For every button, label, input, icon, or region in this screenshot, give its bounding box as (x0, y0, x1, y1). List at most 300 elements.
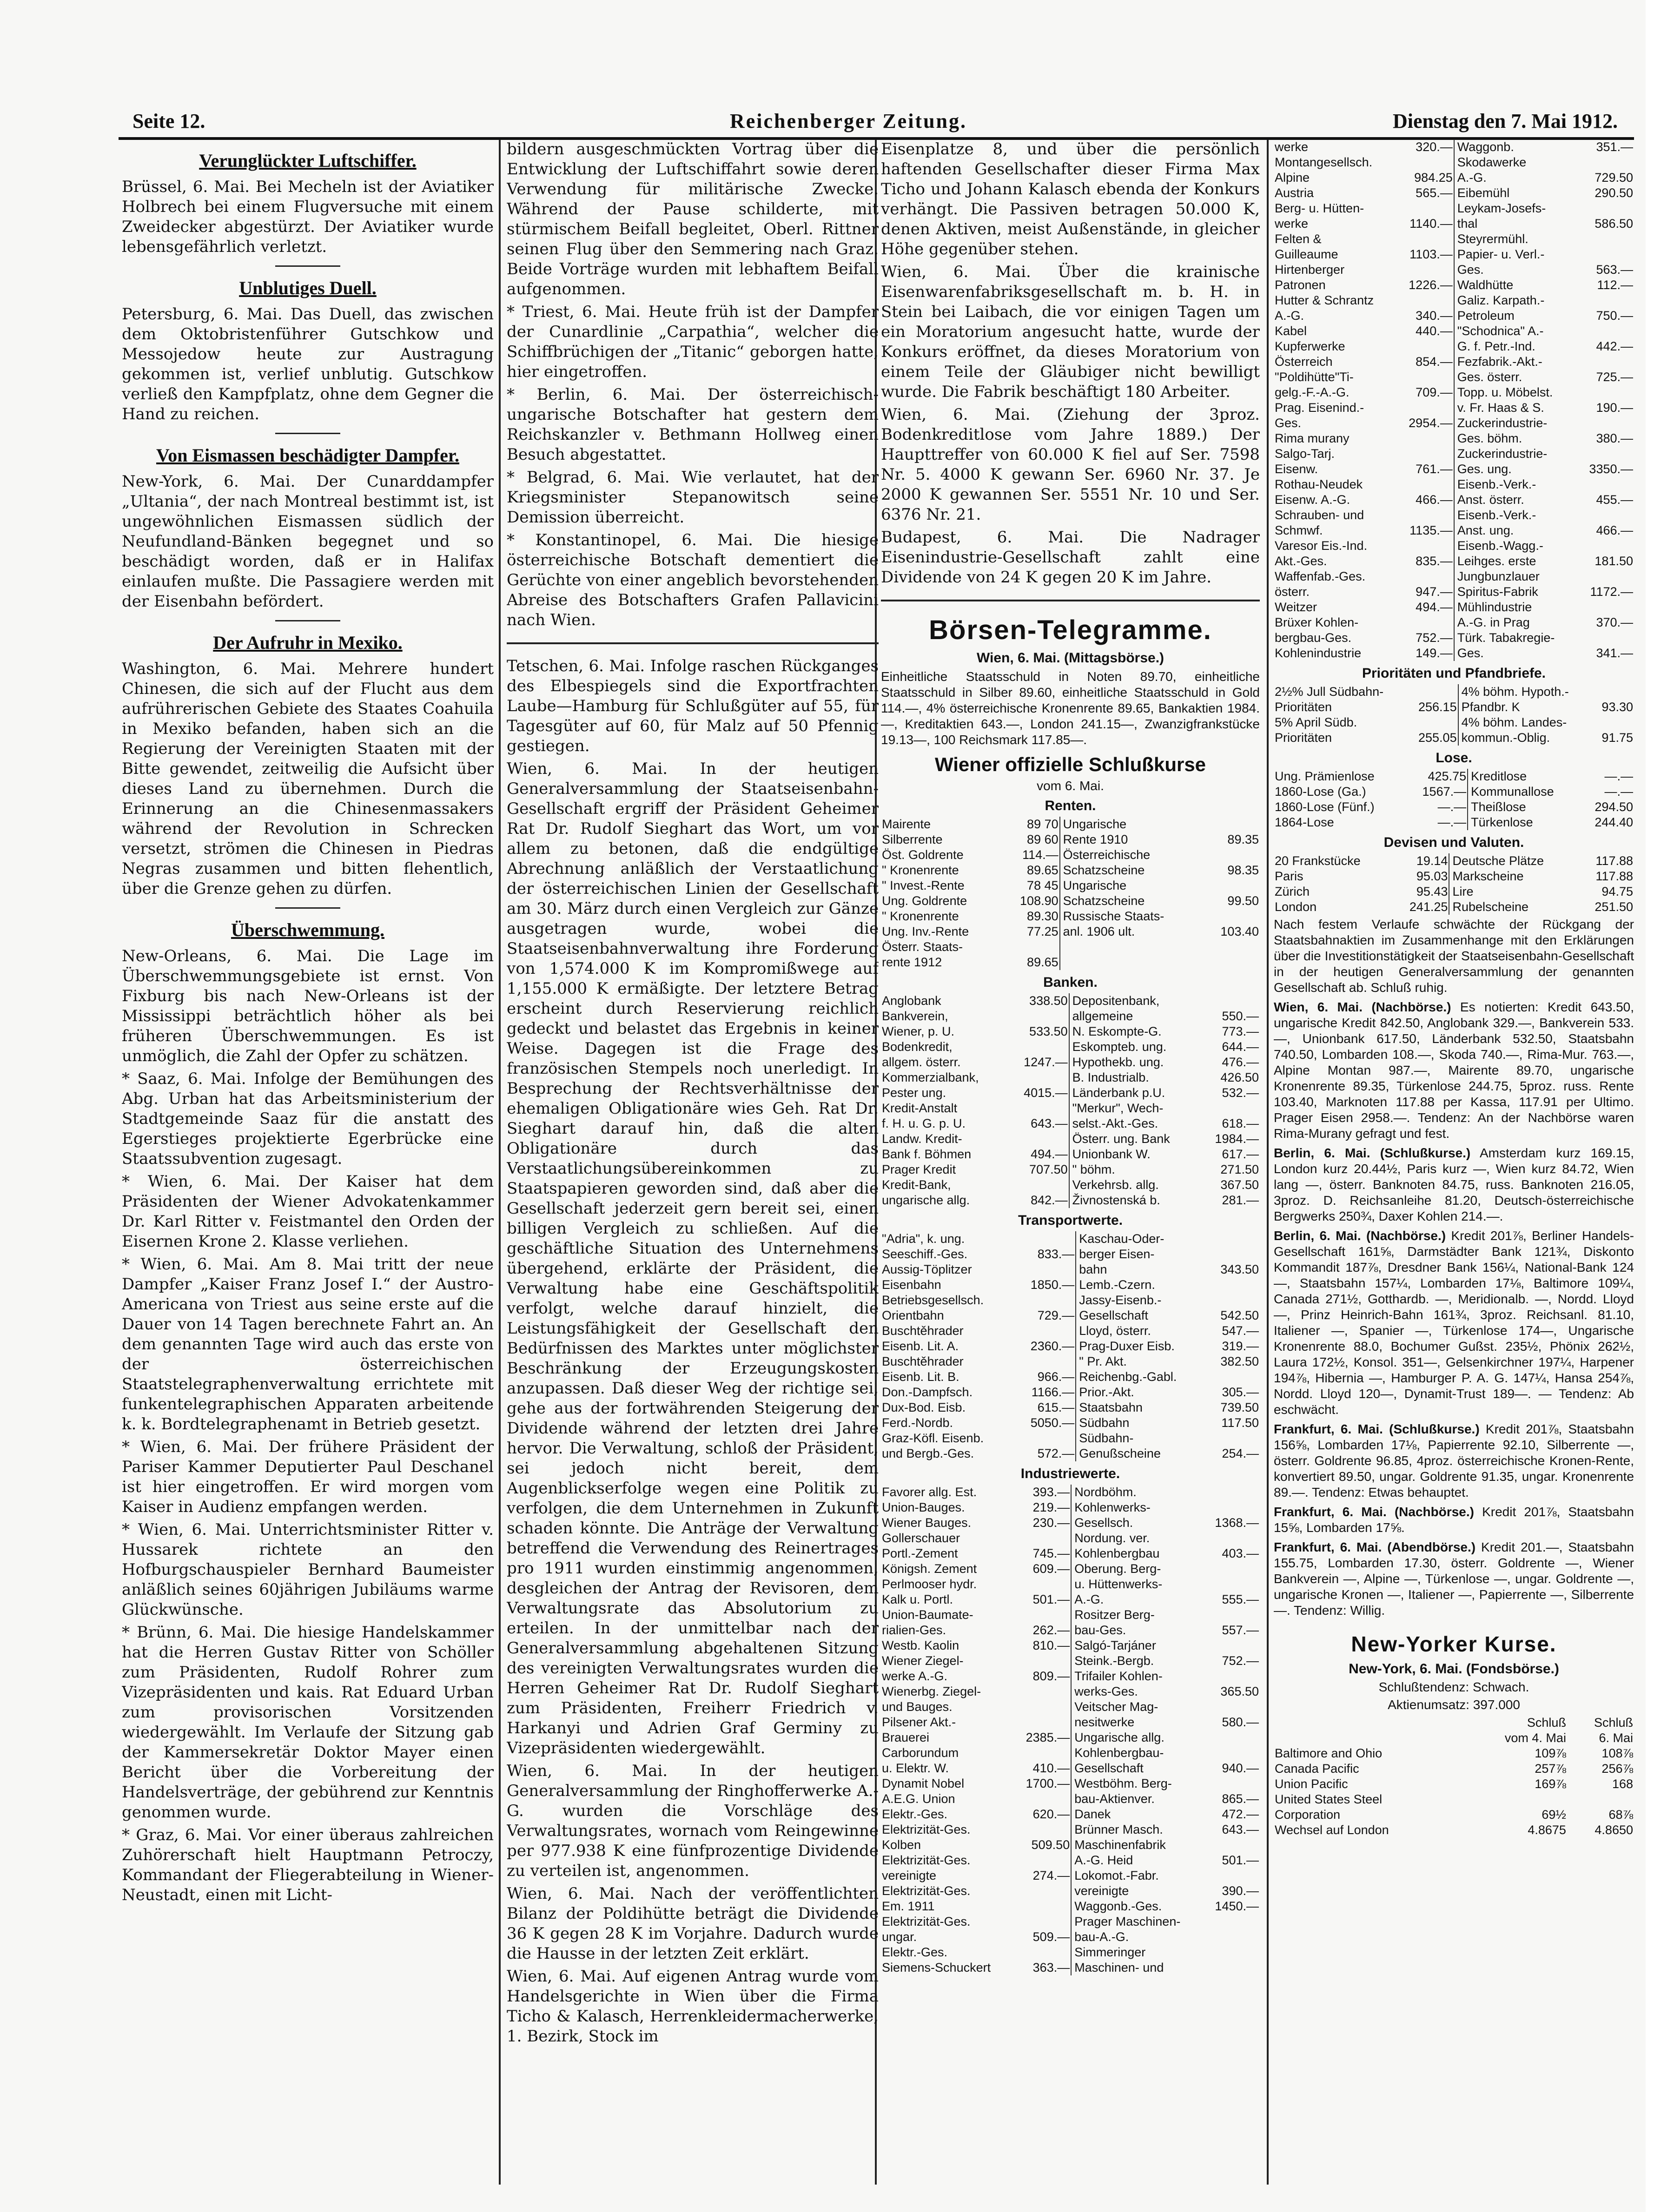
quote-value: 1567.— (1422, 785, 1467, 799)
quote-name: Perlmooser hydr. (882, 1577, 977, 1591)
quote-value (1015, 1822, 1072, 1837)
quote-value (1204, 1868, 1260, 1883)
quote-value: 810.— (1032, 1638, 1070, 1652)
quote-value: 620.— (1032, 1807, 1070, 1821)
ny-col-date: vom 4. Mai (1504, 1731, 1566, 1745)
quote-row (1274, 853, 1634, 869)
quote-value (1009, 1177, 1069, 1193)
quote-value (1204, 1577, 1260, 1592)
schlusskurse-date: vom 6. Mai. (1037, 779, 1104, 793)
quote-name: werks-Ges. (1074, 1684, 1138, 1698)
quote-name: "Schodnica" A.- (1457, 324, 1544, 338)
quote-value: 1166.— (1031, 1385, 1075, 1399)
quote-value: 89 70 (1027, 817, 1059, 831)
quote-name: Canada Pacific (1275, 1762, 1359, 1776)
market-report: Nach festem Verlaufe schwächte der Rückgang der Staatsbahnaktien im Zusammenhange mit den Erklärungen über die Investitionstätigkeit der Staatseisenbahn-Gesellschaft in der heutigen Generalversammlung der genannten Gesellschaft ab. Schluß ruhig. (1274, 917, 1634, 995)
quote-name: Kommunallose (1471, 785, 1554, 799)
quote-name: vereinigte (1074, 1884, 1129, 1898)
quote-row (881, 1070, 1260, 1085)
quote-name: "Merkur", Wech- (1072, 1101, 1164, 1115)
quote-name (1062, 939, 1204, 955)
quote-name: Zuckerindustrie- (1457, 416, 1548, 430)
quote-name: Gesellschaft (1079, 1308, 1148, 1322)
quote-name: Leykam-Josefs- (1457, 201, 1546, 215)
prioritaeten-table (1274, 684, 1634, 746)
quote-value (1397, 400, 1454, 416)
quote-value (1578, 293, 1634, 308)
quote-value (1204, 1699, 1260, 1715)
quote-value: 190.— (1596, 401, 1633, 415)
quote-name: berger Eisen- (1079, 1247, 1155, 1261)
quote-name: N. Eskompte-G. (1072, 1024, 1162, 1038)
quote-name: Schatzscheine (1063, 863, 1145, 877)
section-rule (507, 642, 879, 644)
quote-name: Depositenbank, (1072, 994, 1160, 1008)
quote-value (1207, 1247, 1260, 1262)
quote-value: —.— (1604, 769, 1633, 783)
quote-name: Rima murany (1275, 431, 1350, 445)
quote-value (1397, 508, 1454, 523)
quote-value: 729.50 (1595, 171, 1633, 185)
newyork-schluss: Schlußtendenz: Schwach. (1378, 1680, 1529, 1694)
quote-name: Österreichische (1063, 848, 1151, 862)
quote-row (1274, 492, 1634, 508)
quote-name: Buschtěhrader (882, 1324, 964, 1338)
quote-name: Staatsbahn (1079, 1400, 1143, 1414)
quote-value: 117.88 (1595, 869, 1633, 883)
article (122, 150, 494, 257)
quote-name: "Adria", k. ung. (882, 1232, 965, 1246)
quote-value: 494.— (1031, 1147, 1068, 1161)
quote-name: Aussig-Töplitzer (882, 1262, 972, 1276)
quote-name: Favorer allg. Est. (882, 1485, 977, 1499)
quote-value (1578, 324, 1634, 339)
quote-name: Kabel (1275, 324, 1307, 338)
quote-row (1274, 155, 1634, 170)
quote-row (881, 1116, 1260, 1131)
quote-row (881, 1822, 1260, 1837)
quote-row (1274, 185, 1634, 201)
quote-name: Österr. Staats- (882, 940, 963, 954)
quote-name: Westböhm. Berg- (1074, 1776, 1172, 1790)
article-separator (275, 265, 340, 267)
quote-name: 2½% Jull Südbahn- (1275, 685, 1384, 699)
quote-name: Eisenbahn (882, 1278, 941, 1292)
quote-name: Kohlenbergbau (1074, 1546, 1160, 1560)
quote-name: A.-G. in Prag (1457, 615, 1530, 629)
quote-name: Corporation (1275, 1808, 1341, 1822)
quote-name: 1860-Lose (Fünf.) (1275, 800, 1375, 814)
quote-value (1578, 231, 1634, 247)
renten-table (881, 817, 1260, 970)
article (122, 919, 494, 1905)
quote-name: allgemeine (1072, 1009, 1133, 1023)
quote-value (1204, 1945, 1260, 1960)
quote-row (881, 1431, 1260, 1446)
quote-name: A.-G. (1457, 171, 1487, 185)
quote-name: u. Elektr. W. (882, 1761, 949, 1775)
quote-name: bergbau-Ges. (1275, 631, 1352, 645)
quote-name: kommun.-Oblig. (1461, 731, 1550, 745)
quote-value: 1850.— (1030, 1278, 1075, 1292)
newspaper-title: Reichenberger Zeitung. (730, 110, 967, 132)
quote-value (1009, 1039, 1069, 1055)
quote-row (881, 1807, 1260, 1822)
quote-row (881, 1323, 1260, 1339)
quote-name: Elektrizität-Ges. (882, 1822, 971, 1836)
quote-value: 1247.— (1024, 1055, 1068, 1069)
quote-value (1009, 1101, 1069, 1116)
quote-name: Eisenb.-Verk.- (1457, 508, 1536, 522)
quote-value (1578, 600, 1634, 615)
quote-name: Steink.-Bergb. (1074, 1654, 1154, 1668)
quote-name: Unionbank W. (1072, 1147, 1151, 1161)
quote-name: Carborundum (882, 1746, 959, 1760)
quote-value: 466.— (1416, 493, 1453, 507)
quote-row (881, 1055, 1260, 1070)
quote-value (1015, 1531, 1072, 1546)
quote-value: 557.— (1222, 1623, 1259, 1637)
quote-value: 572.— (1037, 1446, 1075, 1460)
report-text: Kredit 201.—, Staatsbahn 155.75, Lombarden 17.30, österr. Goldrente —, Wiener Bankverein —, Alpine —, Türkenlose —, ungar. Goldrente —, ungarische Kronen —, Italiener —, Papierrente —, Silberrente —. Tendenz: Willig. (1274, 1540, 1634, 1618)
quote-row (881, 993, 1260, 1009)
quote-name: Anglobank (882, 994, 941, 1008)
quote-row (881, 1177, 1260, 1193)
quote-value: 19.14 (1416, 854, 1448, 868)
quote-value (1397, 569, 1454, 584)
quote-name: Nordung. ver. (1074, 1531, 1150, 1545)
quote-value: 4.8675 (1528, 1823, 1566, 1837)
quote-value: 95.03 (1416, 869, 1448, 883)
quote-value: 426.50 (1220, 1070, 1259, 1084)
quote-row (1274, 477, 1634, 492)
quote-name: Kreditlose (1471, 769, 1527, 783)
article-paragraph: Wien, 6. Mai. Über die krainische Eisenwarenfabriksgesellschaft m. b. H. in Stein bei Laibach, die vor einigen Tagen um ein Moratorium angesucht hatte, wurde der Konkurs eröffnet, da dieses Moratorium von einem Teile der Gläubiger nicht bewilligt wurde. Die Fabrik beschäftigt 180 Arbeiter. (881, 263, 1260, 401)
quote-row (881, 1577, 1260, 1592)
boersen-title: Börsen-Telegramme. (929, 615, 1212, 645)
quote-value: 319.— (1222, 1339, 1259, 1353)
quote-row (881, 832, 1260, 847)
quote-row (881, 1960, 1260, 1975)
quote-row (1274, 431, 1634, 446)
lose-table (1274, 769, 1634, 830)
quote-row (881, 1669, 1260, 1684)
quote-value: 494.— (1416, 600, 1453, 614)
quote-name: Austria (1275, 186, 1314, 200)
article-headline: Der Aufruhr in Mexiko. (213, 632, 403, 653)
quote-value: 93.30 (1601, 700, 1633, 714)
quote-row (881, 1024, 1260, 1039)
quote-name: Waffenfab.-Ges. (1275, 569, 1366, 583)
quote-value: 320.— (1416, 140, 1453, 154)
quote-name: Em. 1911 (882, 1899, 935, 1913)
quote-row (1274, 769, 1634, 784)
quote-name: Lokomot.-Fabr. (1074, 1869, 1159, 1882)
quote-value (1207, 1369, 1260, 1385)
quote-row (1274, 884, 1634, 899)
quote-value (1397, 201, 1454, 216)
quote-value: 509.50 (1031, 1838, 1070, 1852)
quote-value (1015, 1745, 1072, 1761)
quote-row (881, 1446, 1260, 1461)
article-paragraph: * Konstantinopel, 6. Mai. Die hiesige österreichische Botschaft dementiert die Gerüchte von einer angeblich bevorstehenden Abreise des Botschafters Grafen Pallavicini nach Wien. (507, 531, 879, 629)
quote-row (1274, 815, 1634, 830)
quote-value (1204, 1914, 1260, 1929)
quote-row (881, 1415, 1260, 1431)
quote-name: Prioritäten (1275, 731, 1332, 745)
quote-row (1274, 139, 1634, 155)
quote-name: Pilsener Akt.- (882, 1715, 956, 1729)
quote-value: 343.50 (1220, 1262, 1259, 1276)
quote-value (1016, 1431, 1076, 1446)
report-text: Es notierten: Kredit 643.50, ungarische Kredit 842.50, Anglobank 329.—, Bankverein 533.—, Unionbank 617.50, Länderbank 532.50, Staatsbahn 740.50, Lombarden 108.—, Skoda 740.—, Rima-Mur. 763.—, Alpine Montan 987.—, Mairente 89.70, ungarische Kronenrente 89.35, Türkenlose 244.75, 5proz. russ. Rente 103.40, Marknoten 117.88 per Kassa, 117.91 per Ultimo. Prager Eisen 2958.—. Tendenz: An der Nachbörse waren Rima-Murany gefragt und fest. (1274, 1000, 1634, 1141)
quote-row (1274, 293, 1634, 308)
quote-value: 466.— (1596, 523, 1633, 537)
quote-row (881, 939, 1260, 955)
article-paragraph: New-Orleans, 6. Mai. Die Lage im Überschwemmungsgebiete ist ernst. Von Fixburg bis nach New-Orleans ist der Mississippi beträchtlich höher als bei früheren Überschwemmungen. Es ist unmöglich, die Zahl der Opfer zu schätzen. (122, 947, 494, 1065)
quote-name: Brünner Masch. (1074, 1822, 1163, 1836)
article-paragraph: Petersburg, 6. Mai. Das Duell, das zwischen dem Oktobristenführer Gutschkow und Messojedow heute zur Austragung gekommen ist, verlief unblutig. Gutschkow verließ den Kampfplatz, ohne dem Gegner die Hand zu reichen. (122, 305, 494, 423)
quote-row (881, 1385, 1260, 1400)
quote-value (1016, 1354, 1076, 1369)
quote-value: 103.40 (1220, 924, 1259, 938)
exchange-report (1274, 999, 1634, 1142)
article-paragraph: New-York, 6. Mai. Der Cunarddampfer „Ultania“, der nach Montreal bestimmt ist, ist ungewöhnlichen Eismassen südlich der Neufundland-Bänken begegnet und so beschädigt worden, daß er in Halifax einlaufen mußte. Die Passagiere werden mit der Eisenbahn befördert. (122, 472, 494, 611)
quote-value: 739.50 (1220, 1400, 1259, 1414)
quote-value (1578, 446, 1634, 462)
quote-value (1016, 1323, 1076, 1339)
quote-row (1274, 277, 1634, 293)
quote-value (1397, 446, 1454, 462)
industrie-table-continued (1274, 139, 1634, 661)
quote-value (1204, 1485, 1260, 1500)
quote-name: Eisenw. A.-G. (1275, 493, 1350, 507)
quote-value: 89 60 (1027, 832, 1059, 846)
quote-value: 752.— (1416, 631, 1453, 645)
quote-value (1009, 1070, 1069, 1085)
boersen-dateline: Wien, 6. Mai. (Mittagsbörse.) (976, 650, 1165, 666)
quote-value: 244.40 (1595, 815, 1633, 829)
quote-name: Salgó-Tarjáner (1074, 1638, 1156, 1652)
quote-row (1274, 446, 1634, 462)
quote-name: Elektrizität-Ges. (882, 1853, 971, 1867)
quote-value: 114.— (1022, 848, 1059, 862)
quote-row (1274, 784, 1634, 799)
quote-value: 3350.— (1589, 462, 1633, 476)
quote-value: 809.— (1032, 1669, 1070, 1683)
quote-name: Prioritäten (1275, 700, 1332, 714)
quote-name: Don.-Dampfsch. (882, 1385, 973, 1399)
quote-row (1274, 554, 1634, 569)
quote-value (1204, 909, 1260, 924)
quote-name: Prag. Eisenind.- (1275, 401, 1364, 415)
quote-name: Ges. (1275, 416, 1302, 430)
quote-value: 501.— (1222, 1853, 1259, 1867)
quote-name: Theißlose (1471, 800, 1526, 814)
quote-row (881, 1592, 1260, 1607)
quote-name: Siemens-Schuckert (882, 1961, 991, 1974)
quote-value (1207, 1431, 1260, 1446)
quote-value (1397, 262, 1454, 277)
quote-value: 169⅞ (1535, 1777, 1566, 1791)
exchange-report (1274, 1504, 1634, 1536)
quote-value: 91.75 (1601, 731, 1633, 745)
quote-name: Simmeringer (1074, 1945, 1146, 1959)
quote-name: Elektr.-Ges. (882, 1945, 948, 1959)
quote-name: Pfandbr. K (1461, 700, 1520, 714)
quote-value: 219.— (1032, 1500, 1070, 1514)
quote-row (1274, 416, 1634, 431)
quote-value: 108⅞ (1601, 1746, 1633, 1760)
quote-row (881, 1761, 1260, 1776)
quote-value: 615.— (1037, 1400, 1075, 1414)
quote-value: 550.— (1222, 1009, 1259, 1023)
quote-name: Südbahn- (1079, 1431, 1134, 1445)
newyork-title: New-Yorker Kurse. (1351, 1632, 1557, 1656)
quote-row (881, 909, 1260, 924)
quote-value: 586.50 (1595, 217, 1633, 231)
quote-value (1016, 1262, 1076, 1277)
quote-value: 68⅞ (1608, 1808, 1633, 1822)
quote-name: Steyrermühl. (1457, 232, 1528, 246)
quote-value (1578, 569, 1634, 584)
quote-row (1274, 339, 1634, 354)
quote-value (1578, 247, 1634, 262)
article-paragraph: bildern ausgeschmückten Vortrag über die Entwicklung der Luftschiffahrt sowie deren Verwendung für militärische Zwecke. Während der Pause schilderte, mit stürmischem Beifall begleitet, Oberl. Rittner seinen Flug über den Semmering nach Graz. Beide Vorträge wurden mit lebhaftem Beifall aufgenommen. (507, 140, 879, 298)
quote-value (1204, 1500, 1260, 1515)
prioritaeten-title: Prioritäten und Pfandbriefe. (1362, 666, 1546, 681)
quote-name: A.-G. (1275, 309, 1304, 323)
quote-row (1274, 308, 1634, 324)
quote-name: Türk. Tabakregie- (1457, 631, 1555, 645)
quote-row (881, 1085, 1260, 1101)
quote-name: Eibemühl (1457, 186, 1510, 200)
quote-name: Nordböhm. (1074, 1485, 1137, 1499)
quote-row (881, 1147, 1260, 1162)
quote-value: 2360.— (1030, 1339, 1075, 1353)
quote-value: 1103.— (1409, 247, 1453, 261)
quote-row (1274, 600, 1634, 615)
quote-value (1578, 416, 1634, 431)
quote-name: 4% böhm. Hypoth.- (1461, 685, 1569, 699)
quote-value (1015, 1684, 1072, 1699)
quote-row (881, 1193, 1260, 1208)
quote-name: Markscheine (1452, 869, 1524, 883)
quote-name: " Kronenrente (882, 863, 959, 877)
quote-value: 773.— (1222, 1024, 1259, 1038)
quote-value: 580.— (1222, 1715, 1259, 1729)
quote-value (1397, 231, 1454, 247)
article (122, 444, 494, 612)
quote-row (881, 1262, 1260, 1277)
quote-row (1274, 216, 1634, 231)
article-paragraph: Tetschen, 6. Mai. Infolge raschen Rückganges des Elbespiegels sind die Exportfrachten Laube—Hamburg für Schlußgüter auf 55, für Tagesgüter auf 60, für Malz auf 50 Pfennig gestiegen. (507, 657, 879, 755)
quote-name: Kohlenbergbau- (1074, 1746, 1164, 1760)
quote-value: —.— (1437, 815, 1467, 829)
quote-name: Ung. Inv.-Rente (882, 924, 969, 938)
quote-row (881, 1638, 1260, 1653)
quote-name: Gesellsch. (1074, 1516, 1133, 1530)
quote-name: Baltimore and Ohio (1275, 1746, 1383, 1760)
quote-row (1274, 799, 1634, 815)
quote-value (1567, 1792, 1634, 1807)
quote-row (881, 1009, 1260, 1024)
quote-value: 365.50 (1220, 1684, 1259, 1698)
quote-value: 1984.— (1215, 1132, 1259, 1146)
quote-row (1274, 262, 1634, 277)
quote-row (881, 878, 1260, 893)
quote-value (1578, 385, 1634, 400)
article-paragraph: * Wien, 6. Mai. Der Kaiser hat dem Präsidenten der Wiener Advokatenkammer Dr. Karl Ritter v. Feistmantel den Orden der Eisernen Krone 2. Klasse verliehen. (122, 1172, 494, 1251)
quote-value: 835.— (1416, 554, 1453, 568)
quote-value: 117.88 (1595, 854, 1633, 868)
quote-value (1015, 1699, 1072, 1715)
report-text: Kredit 201⅞, Staatsbahn 156⅝, Lombarden 17⅛, Papierrente 92.10, Silberrente —, österr. Goldrente 96.85, 4proz. österreichische Kronen-Rente, konvertiert 89.50, ungar. Goldrente 91.35, ungar. Kronenrente 89.—. Tendenz: Etwas behauptet. (1274, 1422, 1634, 1499)
quote-value: 367.50 (1220, 1178, 1259, 1192)
quote-value: 865.— (1222, 1792, 1259, 1806)
quote-row (1274, 615, 1634, 630)
quote-name: Jassy-Eisenb.- (1079, 1293, 1162, 1307)
report-dateline: Berlin, 6. Mai. (Schlußkurse.) (1274, 1146, 1471, 1160)
quote-row (881, 1293, 1260, 1308)
quote-row (881, 1277, 1260, 1293)
quote-value: 442.— (1596, 339, 1633, 353)
quote-name: werke (1275, 217, 1309, 231)
quote-name: Zuckerindustrie- (1457, 447, 1548, 461)
quote-name: Mairente (882, 817, 931, 831)
quote-row (1274, 646, 1634, 661)
quote-value: 555.— (1222, 1592, 1259, 1606)
quote-name: Bodenkredit, (882, 1040, 953, 1054)
quote-value (1204, 1531, 1260, 1546)
quote-row (881, 1914, 1260, 1929)
quote-value: 351.— (1596, 140, 1633, 154)
article-separator (275, 907, 340, 909)
quote-value: 89.30 (1027, 909, 1059, 923)
quote-value (1578, 630, 1634, 646)
quote-name: 1864-Lose (1275, 815, 1334, 829)
quote-value (1204, 1638, 1260, 1653)
quote-row (881, 1715, 1260, 1730)
quote-value (1204, 878, 1260, 893)
quote-value: 262.— (1032, 1623, 1070, 1637)
quote-name: Guilleaume (1275, 247, 1338, 261)
quote-value: 382.50 (1220, 1354, 1259, 1368)
quote-name: Dynamit Nobel (882, 1776, 965, 1790)
transport-title: Transportwerte. (1018, 1213, 1123, 1228)
quote-value (1207, 1277, 1260, 1293)
quote-name: Verkehrsb. allg. (1072, 1178, 1159, 1192)
quote-name: Kupferwerke (1275, 339, 1345, 353)
report-text: Kredit 201⅞, Berliner Handels-Gesellschaft 161⅝, Darmstädter Bank 121¾, Diskonto Kommandit 187⅞, Dresdner Bank 156¼, National-Bank 124—, Staatsbahn 157¼, Lombarden 17⅛, Baltimore 109¼, Canada 271½, Gotthardb. —, Meridionalb. —, Nordd. Lloyd —, Prinz Heinrich-Bahn 161¾, 3proz. Reichsanl. 81.10, Italiener —, Spanier —, Türkenlose 174—, Ungarische Kronenrente 88.0, Bochumer Gußst. 235½, Phönix 262½, Laura 172½, Konsol. 351—, Gelsenkirchner 197¼, Harpener 194⅞, Hibernia —, Hamburger P. A. G. 147¼, Hansa 254⅞, Nordd. Lloyd 120—, Dynamit-Trust 189—. — Tendenz: Ab eschwächt. (1274, 1228, 1634, 1417)
quote-row (881, 1837, 1260, 1853)
quote-name: Eisenb.-Wagg.- (1457, 539, 1543, 553)
quote-name: Dux-Bod. Eisb. (882, 1400, 966, 1414)
column-4 (1274, 139, 1634, 1838)
report-dateline: Frankfurt, 6. Mai. (Abendbörse.) (1274, 1540, 1476, 1554)
quote-value: 752.— (1222, 1654, 1259, 1668)
quote-value: 440.— (1416, 324, 1453, 338)
newyork-dateline: New-York, 6. Mai. (Fondsbörse.) (1349, 1661, 1559, 1677)
report-dateline: Frankfurt, 6. Mai. (Schlußkurse.) (1274, 1422, 1480, 1436)
quote-name: Rositzer Berg- (1074, 1608, 1155, 1622)
quote-value (1578, 354, 1634, 370)
quote-value: 256.15 (1418, 700, 1457, 714)
quote-row (881, 817, 1260, 832)
quote-name: Kredit-Anstalt (882, 1101, 958, 1115)
quote-value: 533.50 (1029, 1024, 1068, 1038)
quote-name: 4% böhm. Landes- (1461, 715, 1567, 729)
